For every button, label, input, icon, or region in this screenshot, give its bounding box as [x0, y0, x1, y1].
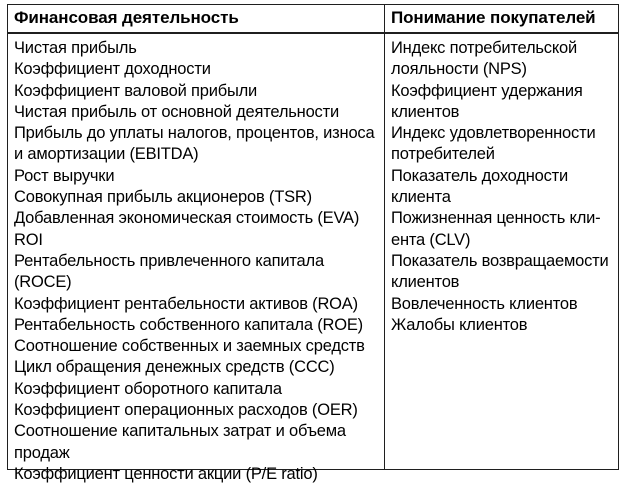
customer-metrics-list: [385, 34, 618, 336]
list-item: Жалобы клиентов: [391, 315, 528, 334]
column-header-customer-understanding: Понимание покупателей: [385, 5, 618, 34]
list-item: Рентабельность собственного капитала (ROE): [14, 315, 363, 334]
column-financial-activity: [8, 5, 385, 483]
list-item: Соотношение капитальных затрат и объема продаж: [14, 422, 346, 462]
list-item: Чистая прибыль от основной деятельности: [14, 102, 339, 121]
financial-metrics-list: [8, 34, 384, 485]
list-item: Коэффициент рентабельности активов (ROA): [14, 294, 358, 313]
list-item: Индекс удовлетворенности потребителей: [391, 124, 596, 164]
list-item: Добавленная экономическая стоимость (EVA): [14, 209, 360, 228]
column-header-financial-activity: Финансовая деятельность: [8, 5, 384, 34]
kpi-table: [7, 4, 619, 483]
list-item: Показатель доходности клиента: [391, 166, 569, 207]
list-item: Индекс потребительской лояльности (NPS): [391, 39, 578, 79]
list-item: ROI: [14, 230, 43, 249]
list-item: Соотношение собственных и заемных средств: [14, 337, 365, 356]
list-item: Цикл обращения денежных средств (CCC): [14, 358, 335, 377]
list-item: Прибыль до уплаты налогов, процентов, износа и амортизации (EBITDA): [14, 124, 375, 164]
list-item: Рост выручки: [14, 166, 115, 185]
list-item: Рентабельность привлеченного капитала (ROCE): [14, 251, 324, 292]
list-item: Показатель возвращаемости клиентов: [391, 251, 609, 292]
list-item: Коэффициент оборотного капитала: [14, 379, 282, 398]
list-item: Чистая прибыль: [14, 39, 137, 57]
list-item: Коэффициент доходности: [14, 60, 211, 79]
list-item: Коэффициент валовой прибыли: [14, 81, 258, 100]
list-item: Совокупная прибыль акционеров (TSR): [14, 188, 312, 207]
list-item: Коэффициент ценности акции (P/E ratio): [14, 464, 318, 483]
list-item: Коэффициент удержания клиентов: [391, 81, 583, 121]
column-customer-understanding: [385, 5, 618, 469]
list-item: Коэффициент операционных расходов (OER): [14, 401, 358, 420]
list-item: Вовлеченность клиентов: [391, 294, 578, 313]
list-item: Пожизненная ценность клиента (CLV): [391, 209, 601, 249]
